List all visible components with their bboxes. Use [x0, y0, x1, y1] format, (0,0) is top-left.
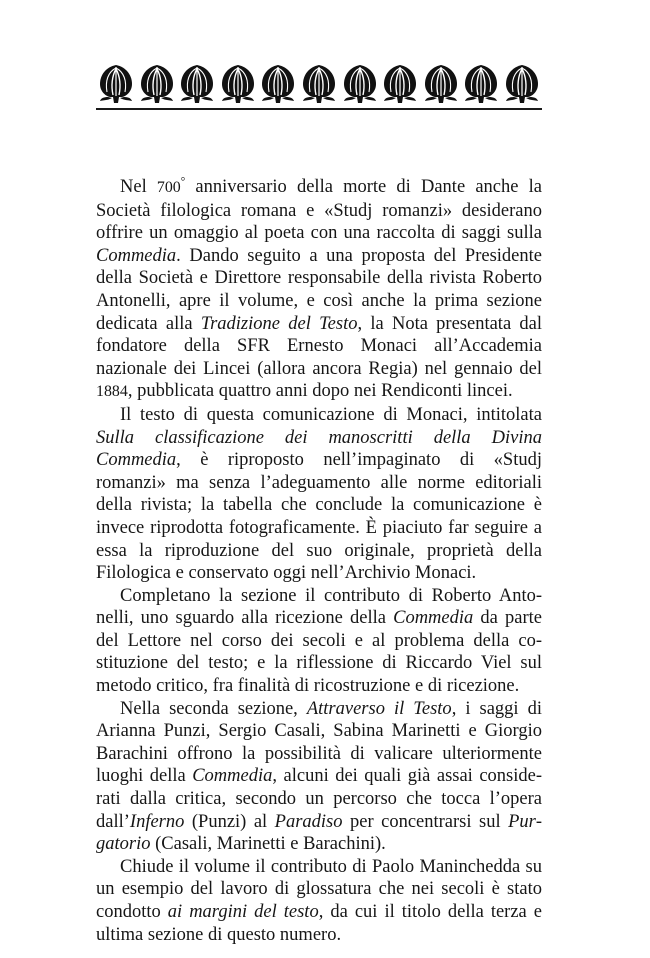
- text-run: Completano la sezione il contributo di Roberto Antonelli, uno sguardo alla ricezione della: [96, 585, 542, 629]
- text-run: , da cui il titolo della terza e ultima sezione di questo numero.: [96, 902, 543, 945]
- body-paragraph: [96, 856, 542, 946]
- body-paragraph: [96, 404, 542, 585]
- text-run: , pubblicata quattro anni dopo nei Rendiconti lincei.: [127, 381, 513, 402]
- lotus-ornament-icon: [421, 62, 461, 104]
- header-rule: [96, 108, 542, 110]
- lotus-ornament-icon: [96, 62, 136, 104]
- italic-run: Tradizione del Testo: [200, 313, 358, 334]
- body-text: [96, 176, 542, 946]
- text-run: , la Nota presentata dal fondatore della SFR Ernesto Monaci all’Accademia nazionale dei Lincei (allora ancora Regia) nel gennaio del: [96, 313, 542, 379]
- lotus-ornament-icon: [461, 62, 501, 104]
- lotus-ornament-icon: [258, 62, 298, 104]
- italic-run: Attraverso il Testo: [306, 698, 452, 719]
- italic-run: Commedia: [192, 766, 273, 787]
- lotus-ornament-icon: [340, 62, 380, 104]
- italic-run: Purgatorio: [96, 811, 543, 855]
- text-run: Chiude il volume il contributo di Paolo Maninchedda su un esempio del lavoro di glossatura che nei secoli è stato condotto: [96, 856, 542, 922]
- italic-run: Commedia: [393, 608, 474, 629]
- text-run: per concentrarsi sul: [342, 811, 509, 832]
- body-paragraph: [96, 176, 542, 404]
- text-run: , alcuni dei quali già assai considerati dalla critica, secondo un percorso che tocca l’opera dall’: [96, 766, 542, 832]
- lotus-ornament-icon: [137, 62, 177, 104]
- number-run: 700: [156, 179, 181, 196]
- text-run: (Casali, Marinetti e Barachini).: [150, 834, 386, 855]
- lotus-ornament-icon: [218, 62, 258, 104]
- lotus-ornament-icon: [177, 62, 217, 104]
- body-paragraph: [96, 585, 542, 698]
- text-run: Il testo di questa comunicazione di Monaci, intitolata: [120, 404, 542, 425]
- text-run: anniversario della morte di Dante anche la Società filologica romana e «Studj romanzi» desiderano offrire un omaggio al poeta con una raccolta di saggi sulla: [96, 177, 542, 244]
- text-run: Nel: [120, 177, 157, 197]
- italic-run: Sulla classificazione dei manoscritti della Divina Commedia: [96, 427, 542, 471]
- text-run: (Punzi) al: [184, 811, 275, 832]
- text-run: Nella seconda sezione,: [120, 698, 307, 719]
- text-run: , è riproposto nell’impaginato di «Studj romanzi» ma senza l’adeguamento alle norme editoriali della rivista; la tabella che conclude la comunicazione è invece riprodotta fotograficamente. È piaciuto far seguire a essa la riproduzione del suo originale, proprietà della Filologica e conservato oggi nell’Archivio Monaci.: [96, 450, 542, 584]
- body-paragraph: [96, 698, 542, 856]
- ornament-band: [96, 60, 542, 104]
- italic-run: Inferno: [129, 811, 185, 832]
- lotus-ornament-icon: [380, 62, 420, 104]
- text-run: da parte del Lettore nel corso dei secoli e al problema della costituzione del testo; e la riflessione di Riccardo Viel sul metodo critico, fra finalità di ricostruzione e di ricezione.: [96, 608, 542, 697]
- italic-run: Commedia: [96, 245, 177, 266]
- italic-run: Paradiso: [274, 811, 343, 832]
- lotus-ornament-icon: [299, 62, 339, 104]
- number-run: 1884: [96, 383, 128, 401]
- lotus-ornament-icon: [502, 62, 542, 104]
- italic-run: ai margini del testo: [167, 902, 319, 922]
- text-run: , i saggi di Arianna Punzi, Sergio Casali, Sabina Marinetti e Giorgio Barachini offrono la possibilità di valicare ulteriormente luoghi della: [96, 698, 542, 787]
- text-run: . Dando seguito a una proposta del Presidente della Società e Direttore responsabile della rivista Roberto Antonelli, apre il volume, e così anche la prima sezione dedicata alla: [96, 245, 542, 334]
- superscript-run: °: [180, 175, 186, 188]
